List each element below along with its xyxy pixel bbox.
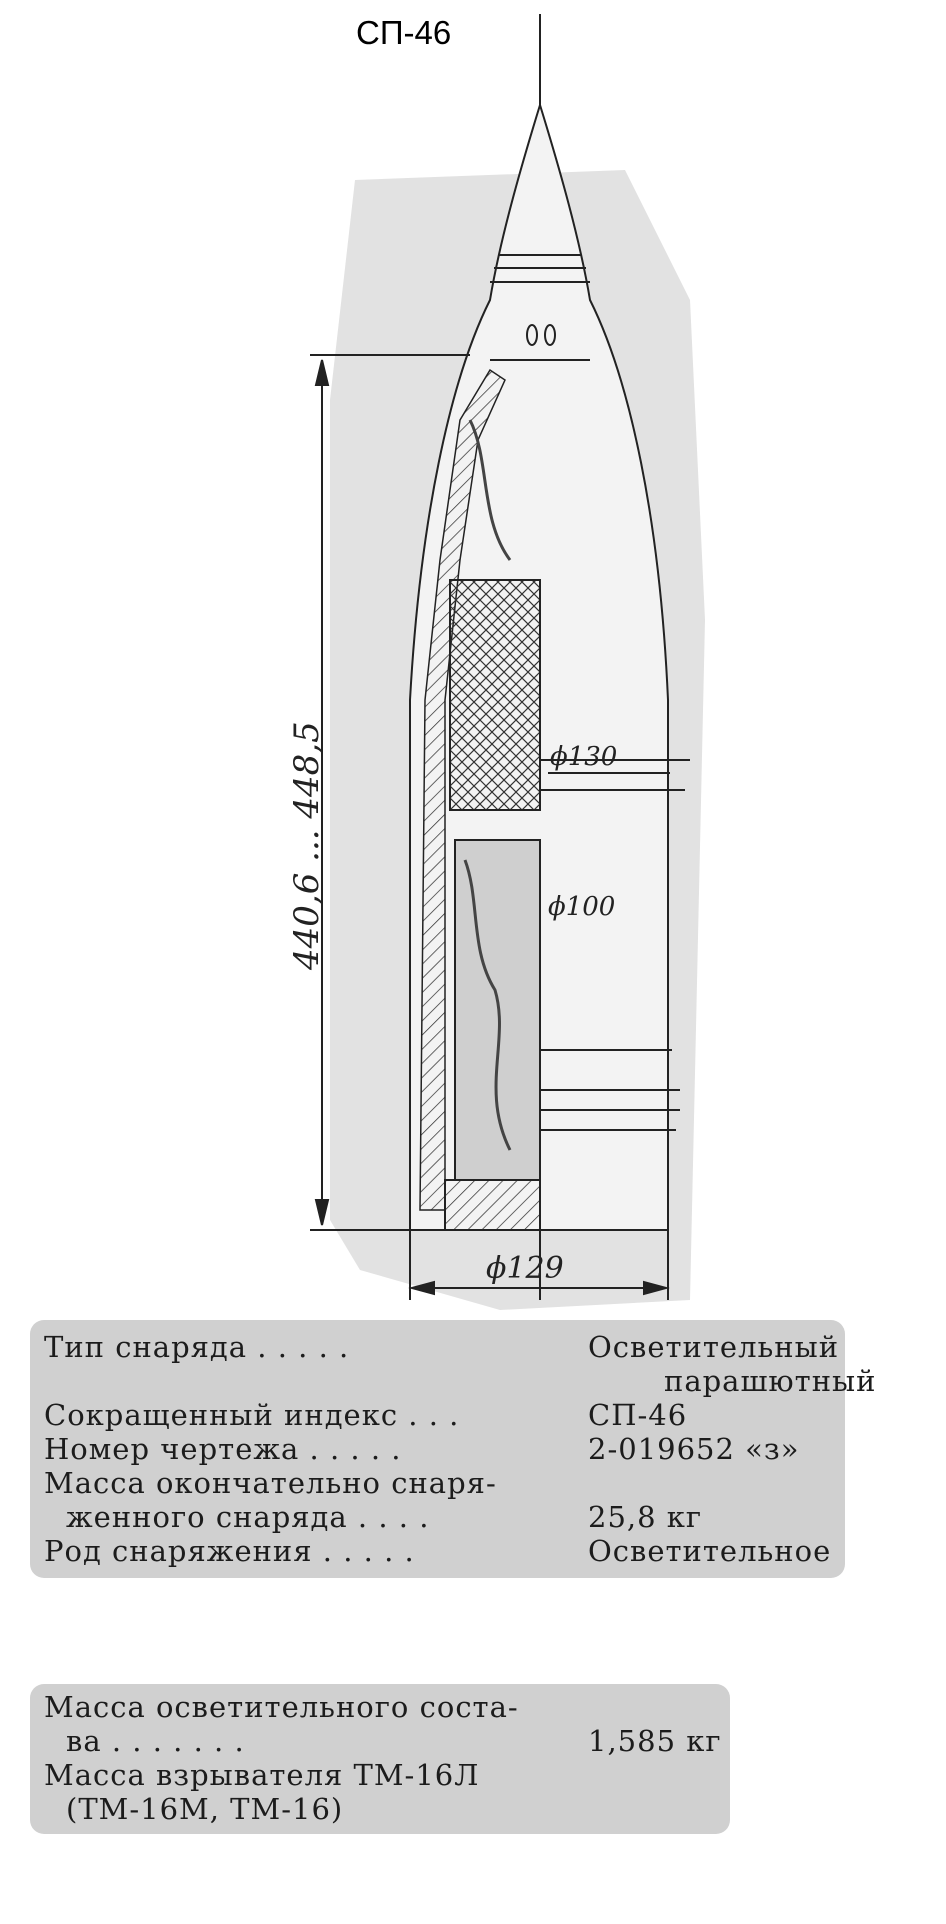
spec-label: женного снаряда . . . . [66,1500,430,1534]
spec-value: 1,585 кг [588,1724,722,1758]
spec-value: Осветительное [588,1534,832,1568]
spec-row [44,1534,844,1568]
spec-row [44,1758,844,1792]
spec-row [44,1792,844,1826]
spec-row [44,1330,844,1364]
spec-row [44,1500,844,1534]
spec-label: Тип снаряда . . . . . [44,1330,350,1364]
spec-table-2 [44,1690,844,1826]
spec-label: Номер чертежа . . . . . [44,1432,402,1466]
spec-table [44,1330,877,1568]
spec-value: Осветительный [588,1330,840,1364]
spec-value: 2-019652 «з» [588,1432,800,1466]
page-title: СП-46 [356,14,452,51]
spec-value: парашютный [664,1364,877,1398]
spec-value: 25,8 кг [588,1500,703,1534]
spec-row [44,1724,844,1758]
spec-label: Масса взрывателя ТМ-16Л [44,1758,480,1792]
spec-label: Род снаряжения . . . . . [44,1534,415,1568]
diameter-base-label: ϕ129 [486,1251,564,1286]
length-label: 440,6 ... 448,5 [287,721,327,970]
spec-label: Масса осветительного соста- [44,1690,519,1724]
spec-label: (ТМ-16М, ТМ-16) [66,1792,344,1826]
diameter-band-label: ϕ130 [550,742,618,772]
spec-label: ва . . . . . . . [66,1724,245,1758]
spec-row [44,1364,877,1398]
spec-row [44,1398,844,1432]
illuminating-charge [450,580,540,810]
diameter-inner-label: ϕ100 [548,892,616,922]
spec-label: Масса окончательно снаря- [44,1466,497,1500]
base-plug [445,1180,540,1230]
spec-row [44,1466,844,1500]
spec-value: СП-46 [588,1398,688,1432]
spec-label: Сокращенный индекс . . . [44,1398,460,1432]
spec-row [44,1432,844,1466]
spec-row [44,1690,844,1724]
